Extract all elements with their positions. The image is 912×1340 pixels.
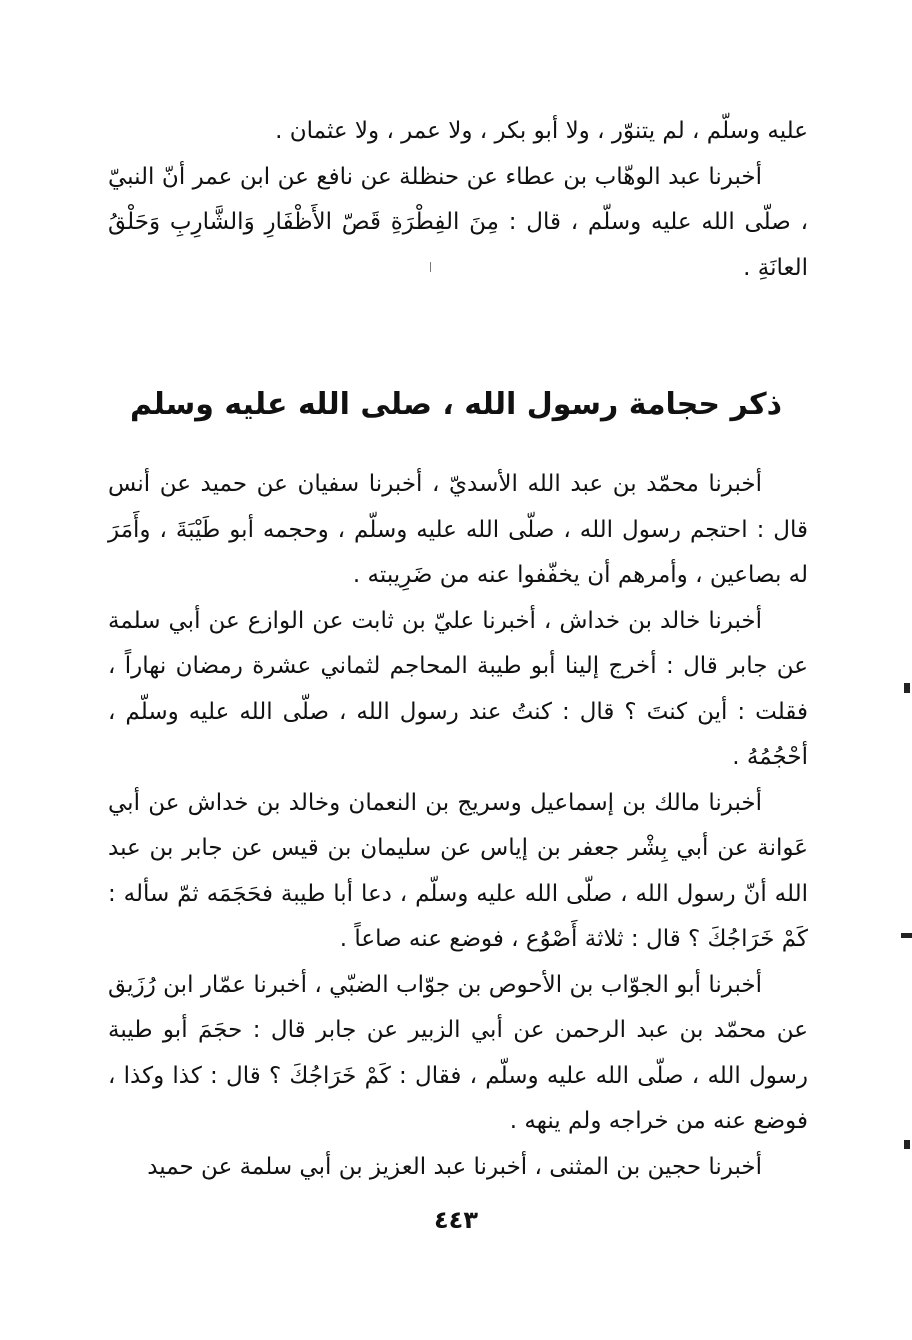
scan-speck [904, 683, 910, 693]
page-number: ٤٤٣ [434, 1206, 478, 1234]
scan-speck [430, 262, 431, 272]
hadith-paragraph: أخبرنا مالك بن إسماعيل وسريج بن النعمان وخالد بن خداش عن أبي عَوانة عن أبي بِشْر جعفر بن إياس عن سليمان بن قيس عن جابر بن عبد الله أنّ رسول الله ، صلّى الله عليه وسلّم ، دعا أبا طيبة فحَجَمَه ثمّ سأله : كَمْ خَرَاجُكَ ؟ قال : ثلاثة أَصْوُع ، فوضع عنه صاعاً . [108, 789, 808, 952]
top-text-block [108, 109, 808, 291]
scan-speck [901, 933, 912, 938]
section-heading: ذكر حجامة رسول الله ، صلى الله عليه وسلم [129, 387, 782, 422]
main-text-block [108, 462, 808, 1190]
continuation-paragraph: عليه وسلّم ، لم يتنوّر ، ولا أبو بكر ، ولا عمر ، ولا عثمان . [275, 118, 808, 144]
hadith-paragraph: أخبرنا حجين بن المثنى ، أخبرنا عبد العزيز بن أبي سلمة عن حميد [147, 1153, 762, 1180]
hadith-paragraph: أخبرنا عبد الوهّاب بن عطاء عن حنظلة عن نافع عن ابن عمر أنّ النبيّ ، صلّى الله عليه وسلّم ، قال : مِنَ الفِطْرَةِ قَصّ الأَظْفَارِ وَالشَّارِبِ وَحَلْقُ العانَةِ . [108, 163, 808, 281]
hadith-paragraph: أخبرنا أبو الجوّاب بن الأحوص بن جوّاب الضبّي ، أخبرنا عمّار ابن رُزَيق عن محمّد بن عبد الرحمن عن أبي الزبير عن جابر قال : حجَمَ أبو طيبة رسول الله ، صلّى الله عليه وسلّم ، فقال : كَمْ خَرَاجُكَ ؟ قال : كذا وكذا ، فوضع عنه من خراجه ولم ينهه . [108, 971, 808, 1134]
scan-speck [904, 1140, 910, 1149]
hadith-paragraph: أخبرنا محمّد بن عبد الله الأسديّ ، أخبرنا سفيان عن حميد عن أنس قال : احتجم رسول الله ، صلّى الله عليه وسلّم ، وحجمه أبو طَيْبَةَ ، وأَمَرَ له بصاعين ، وأمرهم أن يخفّفوا عنه من ضَرِيبته . [108, 471, 808, 588]
hadith-paragraph: أخبرنا خالد بن خداش ، أخبرنا عليّ بن ثابت عن الوازع عن أبي سلمة عن جابر قال : أخرج إلينا أبو طيبة المحاجم لثماني عشرة رمضان نهاراً ، فقلت : أين كنتَ ؟ قال : كنتُ عند رسول الله ، صلّى الله عليه وسلّم ، أحْجُمُهُ . [108, 607, 808, 770]
